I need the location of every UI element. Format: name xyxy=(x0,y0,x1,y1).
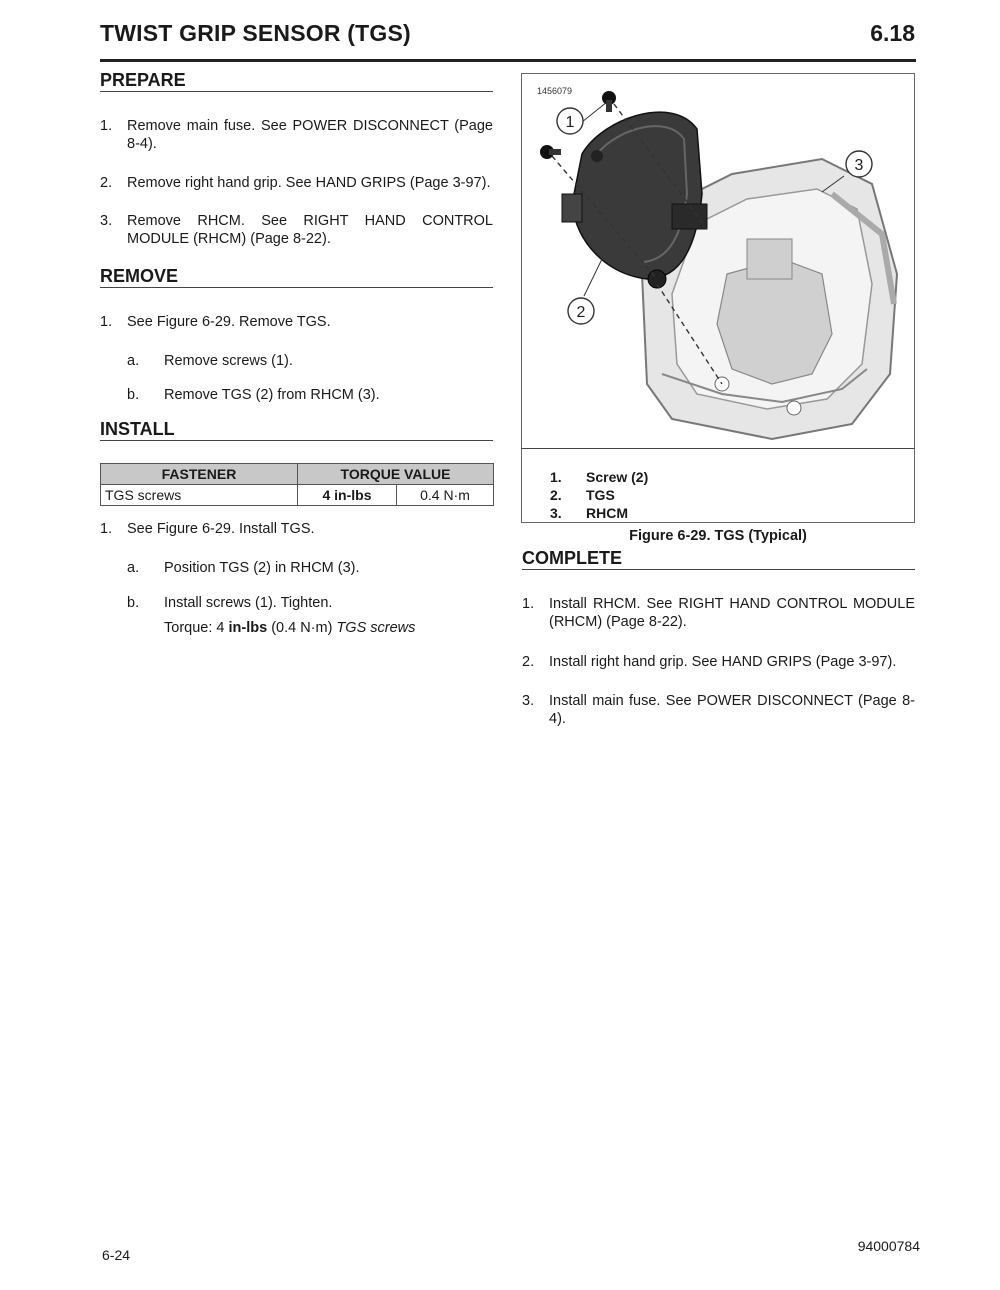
prepare-rule xyxy=(100,91,493,92)
col-torque-header: TORQUE VALUE xyxy=(298,464,494,485)
tgs-illustration xyxy=(522,74,914,449)
remove-heading: REMOVE xyxy=(100,266,179,286)
torque-prefix: Torque: 4 xyxy=(164,620,229,636)
callout-1 xyxy=(557,108,583,134)
substep-letter: a. xyxy=(127,560,140,576)
legend-item xyxy=(550,504,628,522)
step-text: Remove right hand grip. See HAND GRIPS (Page 3-97). xyxy=(127,175,491,191)
substep-text: Remove TGS (2) from RHCM (3). xyxy=(164,387,380,403)
install-rule xyxy=(100,440,493,441)
torque-unit: in-lbs xyxy=(228,620,268,636)
step-number: 1. xyxy=(100,314,113,330)
callout-3 xyxy=(846,151,872,177)
torque-spec xyxy=(164,619,493,637)
legend-number: 1. xyxy=(550,469,562,485)
step-text: Install right hand grip. See HAND GRIPS (Page 3-97). xyxy=(549,654,897,670)
fastener-torque-table xyxy=(100,463,494,506)
figure-legend-divider xyxy=(521,448,915,449)
figure-image-id: 1456079 xyxy=(537,86,573,96)
callout-2-number: 2 xyxy=(576,304,586,321)
install-substep xyxy=(127,594,493,612)
step-text: Install RHCM. See RIGHT HAND CONTROL MODULE (RHCM) (Page 8-22). xyxy=(549,596,915,630)
complete-step xyxy=(522,692,915,728)
section-number: 6.18 xyxy=(870,20,915,46)
step-text: See Figure 6-29. Install TGS. xyxy=(127,521,315,537)
substep-letter: b. xyxy=(127,595,140,611)
complete-step xyxy=(522,595,915,631)
remove-rule xyxy=(100,287,493,288)
torque-fastener: TGS screws xyxy=(336,620,416,636)
legend-item xyxy=(550,468,649,486)
substep-letter: a. xyxy=(127,353,140,369)
substep-text: Remove screws (1). xyxy=(164,353,293,369)
torque-metric-text: (0.4 N·m) xyxy=(267,620,337,636)
substep-text: Install screws (1). Tighten. xyxy=(164,595,333,611)
callout-2 xyxy=(568,298,594,324)
figure-caption: Figure 6-29. TGS (Typical) xyxy=(629,528,807,544)
step-number: 2. xyxy=(100,175,113,191)
torque-metric: 0.4 N·m xyxy=(397,485,494,506)
document-number: 94000784 xyxy=(857,1238,920,1254)
step-number: 3. xyxy=(522,693,535,709)
callout-3-number: 3 xyxy=(854,157,864,174)
step-number: 1. xyxy=(522,596,535,612)
step-text: Remove main fuse. See POWER DISCONNECT (Page 8-4). xyxy=(127,118,493,152)
callout-1-number: 1 xyxy=(565,114,575,131)
remove-substep xyxy=(127,386,493,404)
legend-label: TGS xyxy=(586,487,615,503)
legend-item xyxy=(550,486,615,504)
step-number: 2. xyxy=(522,654,535,670)
legend-number: 2. xyxy=(550,487,562,503)
torque-imperial: 4 in-lbs xyxy=(298,485,397,506)
complete-rule xyxy=(522,569,915,570)
step-text: See Figure 6-29. Remove TGS. xyxy=(127,314,331,330)
legend-label: Screw (2) xyxy=(586,469,649,485)
legend-label: RHCM xyxy=(586,505,628,521)
step-text: Install main fuse. See POWER DISCONNECT (Page 8-4). xyxy=(549,693,915,727)
step-number: 1. xyxy=(100,118,113,134)
substep-text: Position TGS (2) in RHCM (3). xyxy=(164,560,360,576)
page-title: TWIST GRIP SENSOR (TGS) xyxy=(100,20,411,46)
substep-letter: b. xyxy=(127,387,140,403)
complete-step xyxy=(522,653,915,671)
install-heading: INSTALL xyxy=(100,419,175,439)
col-fastener-header: FASTENER xyxy=(101,464,298,485)
step-number: 3. xyxy=(100,213,113,229)
install-substep xyxy=(127,559,493,577)
legend-number: 3. xyxy=(550,505,562,521)
page-number: 6-24 xyxy=(102,1247,131,1263)
prepare-step xyxy=(100,117,493,153)
prepare-step xyxy=(100,212,493,248)
remove-step xyxy=(100,313,493,331)
step-number: 1. xyxy=(100,521,113,537)
install-step xyxy=(100,520,493,538)
prepare-heading: PREPARE xyxy=(100,70,186,90)
prepare-step xyxy=(100,174,493,192)
header-rule xyxy=(100,59,916,62)
complete-heading: COMPLETE xyxy=(522,548,623,568)
step-text: Remove RHCM. See RIGHT HAND CONTROL MODULE (RHCM) (Page 8-22). xyxy=(127,213,493,247)
remove-substep xyxy=(127,352,493,370)
fastener-name: TGS screws xyxy=(101,485,298,506)
